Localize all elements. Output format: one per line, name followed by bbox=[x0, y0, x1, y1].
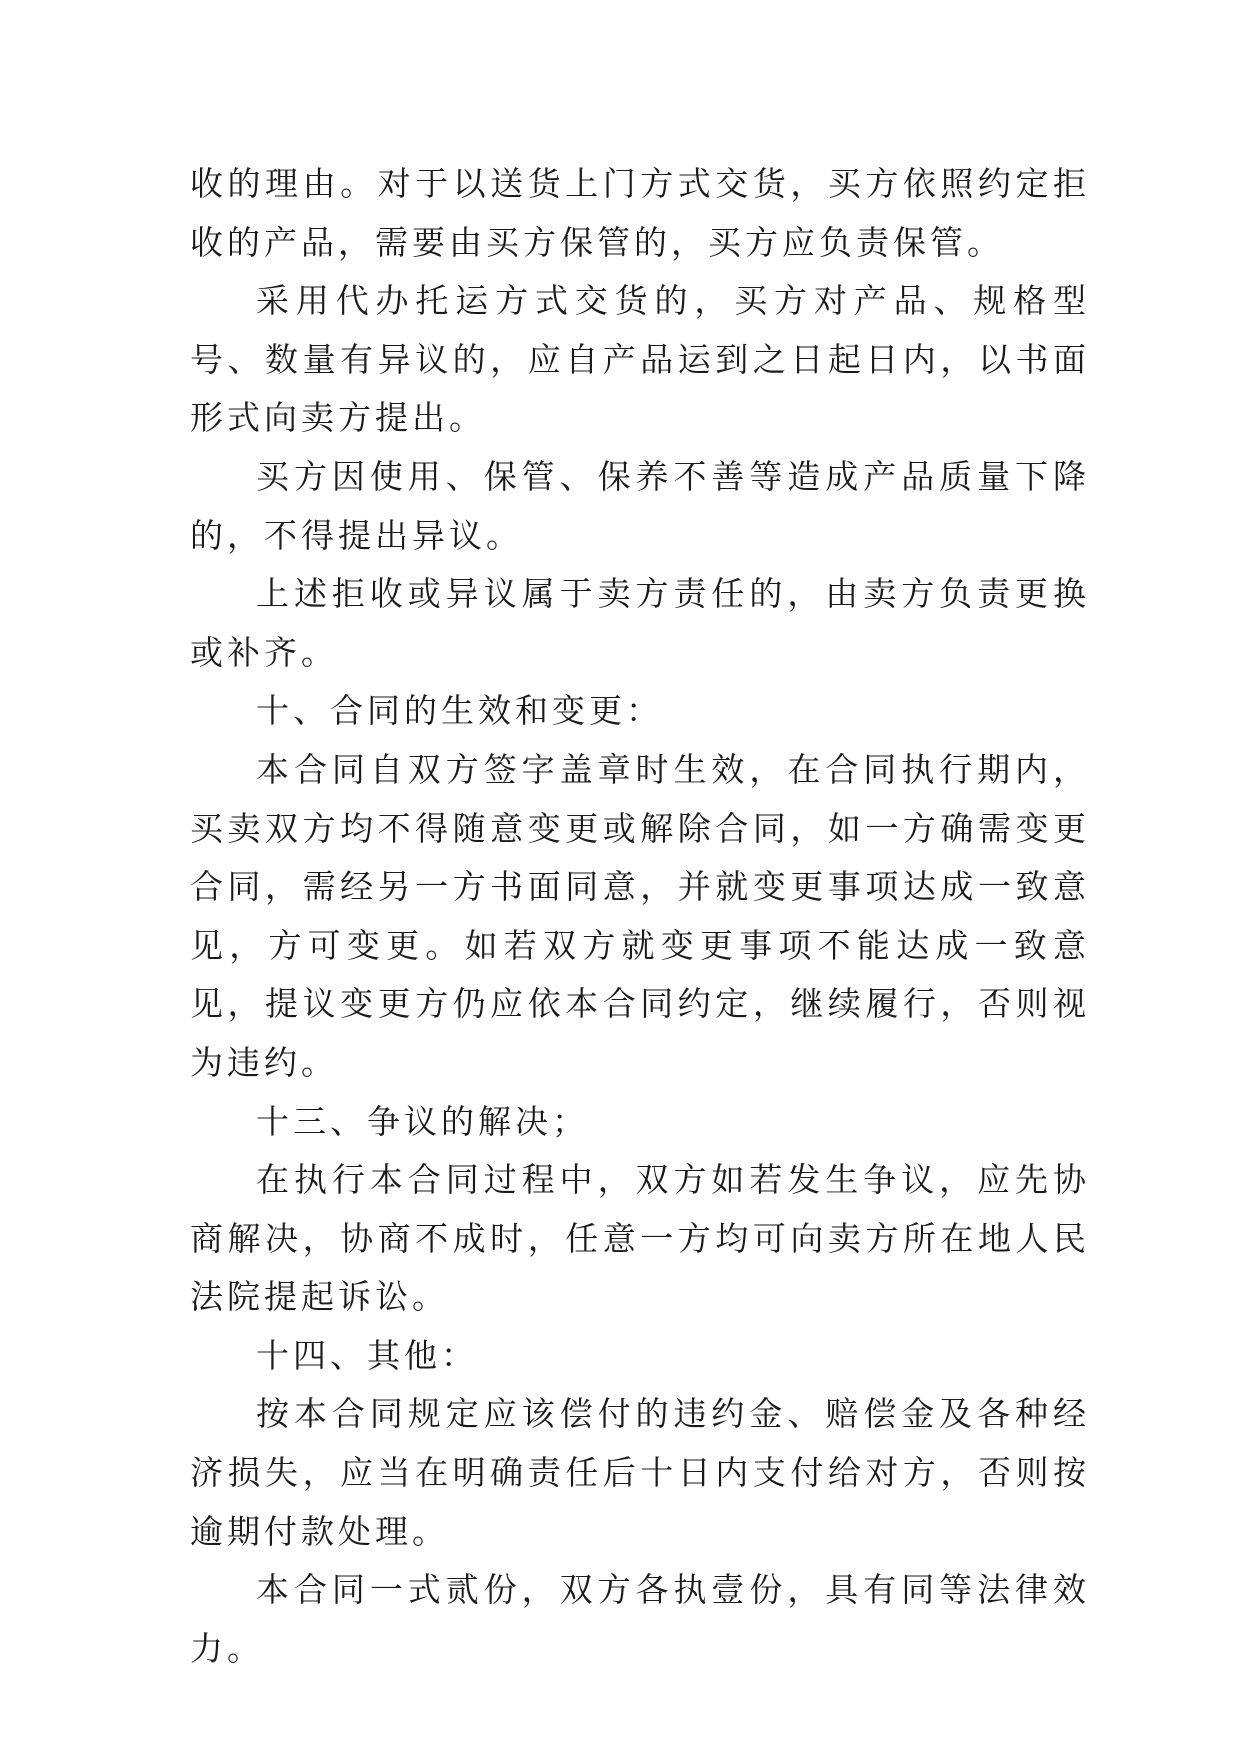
paragraph-compensation: 按本合同规定应该偿付的违约金、赔偿金及各种经济损失，应当在明确责任后十日内支付给对方，否则按逾期付款处理。 bbox=[190, 1394, 1090, 1551]
paragraph-seller-responsibility: 上述拒收或异议属于卖方责任的，由卖方负责更换或补齐。 bbox=[190, 574, 1090, 672]
paragraph-copies: 本合同一式贰份，双方各执壹份，具有同等法律效力。 bbox=[190, 1570, 1090, 1668]
section-heading-effect-and-change: 十、合同的生效和变更： bbox=[256, 691, 663, 731]
paragraph-continuation: 收的理由。对于以送货上门方式交货，买方依照约定拒收的产品，需要由买方保管的，买方应负责保管。 bbox=[190, 164, 1090, 262]
section-heading-dispute-resolution: 十三、争议的解决； bbox=[256, 1101, 589, 1141]
paragraph-quality-decline: 买方因使用、保管、保养不善等造成产品质量下降的，不得提出异议。 bbox=[190, 456, 1090, 555]
section-heading-other: 十四、其他： bbox=[256, 1335, 478, 1375]
paragraph-consignment-delivery: 采用代办托运方式交货的，买方对产品、规格型号、数量有异议的，应自产品运到之日起日内，以书面形式向卖方提出。 bbox=[190, 281, 1090, 438]
document-body bbox=[190, 155, 1090, 1678]
paragraph-dispute-resolution: 在执行本合同过程中，双方如若发生争议，应先协商解决，协商不成时，任意一方均可向卖方所在地人民法院提起诉讼。 bbox=[190, 1160, 1090, 1317]
paragraph-effect-and-change: 本合同自双方签字盖章时生效，在合同执行期内，买卖双方均不得随意变更或解除合同，如一方确需变更合同，需经另一方书面同意，并就变更事项达成一致意见，方可变更。如若双方就变更事项不能达成一致意见，提议变更方仍应依本合同约定，继续履行，否则视为违约。 bbox=[190, 749, 1090, 1082]
